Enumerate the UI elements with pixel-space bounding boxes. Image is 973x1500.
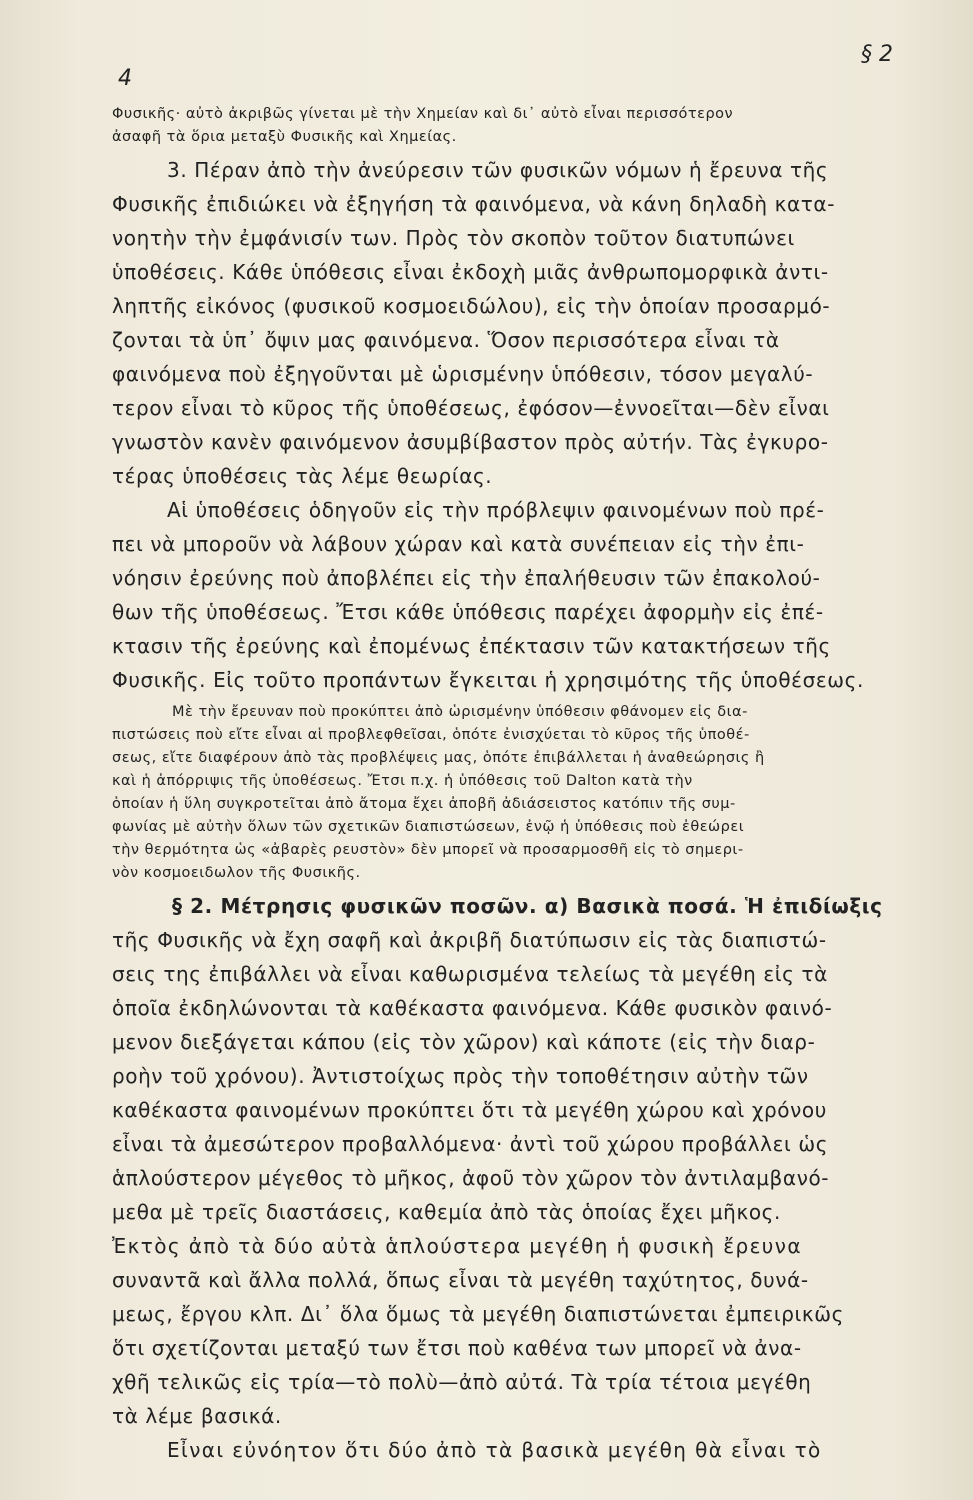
text-line: πει νὰ μποροῦν νὰ λάβουν χώραν καὶ κατὰ συνέπειαν εἰς τὴν ἐπι- [112,532,805,556]
text-line: ἁπλούστερον μέγεθος τὸ μῆκος, ἀφοῦ τὸν χῶρον τὸν ἀντιλαμβανό- [112,1166,830,1190]
text-line: φαινόμενα ποὺ ἐξηγοῦνται μὲ ὡρισμένην ὑπόθεσιν, τόσον μεγαλύ- [112,362,814,386]
text-line: νόησιν ἐρεύνης ποὺ ἀποβλέπει εἰς τὴν ἐπαλήθευσιν τῶν ἐπακολού- [112,566,821,590]
text-line: μενον διεξάγεται κάπου (εἰς τὸν χῶρον) καὶ κάποτε (εἰς τὴν διαρ- [112,1030,816,1054]
text-line: μεθα μὲ τρεῖς διαστάσεις, καθεμία ἀπὸ τὰς ὁποίας ἔχει μῆκος. [112,1200,781,1224]
text-line: τῆς Φυσικῆς νὰ ἔχη σαφῆ καὶ ἀκριβῆ διατύπωσιν εἰς τὰς διαπιστώ- [112,928,827,952]
text-line: ἀσαφῆ τὰ ὅρια μεταξὺ Φυσικῆς καὶ Χημείας. [112,129,457,145]
text-line: τέρας ὑποθέσεις τὰς λέμε θεωρίας. [112,464,493,488]
text-line: σεις της ἐπιβάλλει νὰ εἶναι καθωρισμένα τελείως τὰ μεγέθη εἰς τὰ [112,962,828,986]
text-line: εἶναι τὰ ἀμεσώτερον προβαλλόμενα· ἀντὶ τοῦ χώρου προβάλλει ὡς [112,1132,829,1156]
text-line: θων τῆς ὑποθέσεως. Ἔτσι κάθε ὑπόθεσις παρέχει ἀφορμὴν εἰς ἐπέ- [112,600,824,624]
text-line: τερον εἶναι τὸ κῦρος τῆς ὑποθέσεως, ἐφόσον—ἐννοεῖται—δὲν εἶναι [112,396,830,420]
text-line: Αἱ ὑποθέσεις ὁδηγοῦν εἰς τὴν πρόβλεψιν φαινομένων ποὺ πρέ- [167,498,825,522]
page-header [0,36,973,91]
text-line: ροὴν τοῦ χρόνου). Ἀντιστοίχως πρὸς τὴν τοποθέτησιν αὐτὴν τῶν [112,1064,809,1088]
text-line: Εἶναι εὐνόητον ὅτι δύο ἀπὸ τὰ βασικὰ μεγέθη θὰ εἶναι τὸ [167,1438,822,1462]
text-line: μεως, ἔργου κλπ. Δι᾽ ὅλα ὅμως τὰ μεγέθη διαπιστώνεται ἐμπειρικῶς [112,1302,844,1326]
text-line: Φυσικῆς. Εἰς τοῦτο προπάντων ἔγκειται ἡ χρησιμότης τῆς ὑποθέσεως. [112,668,864,692]
text-line: Μὲ τὴν ἔρευναν ποὺ προκύπτει ἀπὸ ὡρισμένην ὑπόθεσιν φθάνομεν εἰς δια- [172,704,748,720]
text-line: ληπτῆς εἰκόνος (φυσικοῦ κοσμοειδώλου), εἰς τὴν ὁποίαν προσαρμό- [112,294,831,318]
text-line: καὶ ἡ ἀπόρριψις τῆς ὑποθέσεως. Ἔτσι π.χ. ἡ ὑπόθεσις τοῦ Dalton κατὰ τὴν [112,773,693,789]
text-line: νοητὴν τὴν ἐμφάνισίν των. Πρὸς τὸν σκοπὸν τοῦτον διατυπώνει [112,226,795,250]
text-line: νὸν κοσμοειδωλον τῆς Φυσικῆς. [112,865,361,881]
text-line: ὅτι σχετίζονται μεταξύ των ἔτσι ποὺ καθένα των μπορεῖ νὰ ἀνα- [112,1336,802,1360]
text-line: σεως, εἴτε διαφέρουν ἀπὸ τὰς προβλέψεις μας, ὁπότε ἐπιβάλλεται ἡ ἀναθεώρησις ἢ [112,750,765,766]
text-line: Φυσικῆς· αὐτὸ ἀκριβῶς γίνεται μὲ τὴν Χημείαν καὶ δι᾽ αὐτὸ εἶναι περισσότερον [112,106,734,122]
text-line: ὁποῖα ἐκδηλώνονται τὰ καθέκαστα φαινόμενα. Κάθε φυσικὸν φαινό- [112,996,833,1020]
text-line: Ἐκτὸς ἀπὸ τὰ δύο αὐτὰ ἁπλούστερα μεγέθη ἡ φυσικὴ ἔρευνα [112,1234,802,1258]
text-line: καθέκαστα φαινομένων προκύπτει ὅτι τὰ μεγέθη χώρου καὶ χρόνου [112,1098,827,1122]
text-line: τὰ λέμε βασικά. [112,1404,282,1428]
text-line: φωνίας μὲ αὐτὴν ὅλων τῶν σχετικῶν διαπιστώσεων, ἐνῷ ἡ ὑπόθεσις ποὺ ἐθεώρει [112,819,745,835]
body-text [112,103,942,1467]
text-line: ὑποθέσεις. Κάθε ὑπόθεσις εἶναι ἐκδοχὴ μιᾶς ἀνθρωπομορφικὰ ἀντι- [112,260,829,284]
text-line: ὁποίαν ἡ ὕλη συγκροτεῖται ἀπὸ ἄτομα ἔχει ἀποβῆ ἀδιάσειστος κατόπιν τῆς συμ- [112,796,736,812]
text-line: χθῆ τελικῶς εἰς τρία—τὸ πολὺ—ἀπὸ αὐτά. Τὰ τρία τέτοια μεγέθη [112,1370,812,1394]
text-line: κτασιν τῆς ἐρεύνης καὶ ἐπομένως ἐπέκτασιν τῶν κατακτήσεων τῆς [112,634,831,658]
text-line: συναντᾶ καὶ ἄλλα πολλά, ὅπως εἶναι τὰ μεγέθη ταχύτητος, δυνά- [112,1268,809,1292]
text-line: Φυσικῆς ἐπιδιώκει νὰ ἐξηγήση τὰ φαινόμενα, νὰ κάνη δηλαδὴ κατα- [112,192,836,216]
text-line: γνωστὸν κανὲν φαινόμενον ἀσυμβίβαστον πρὸς αὐτήν. Τὰς ἐγκυρο- [112,430,829,454]
section-reference: § 2 [861,42,893,67]
text-line: § 2. Μέτρησις φυσικῶν ποσῶν. α) Βασικὰ ποσά. Ἡ ἐπιδίωξις [172,894,883,918]
text-line: 3. Πέραν ἀπὸ τὴν ἀνεύρεσιν τῶν φυσικῶν νόμων ἡ ἔρευνα τῆς [167,158,829,182]
text-line: τὴν θερμότητα ὡς «ἀβαρὲς ρευστὸν» δὲν μπορεῖ νὰ προσαρμοσθῆ εἰς τὸ σημερι- [112,842,744,858]
page-number: 4 [118,66,132,91]
text-line: ζονται τὰ ὑπ᾽ ὄψιν μας φαινόμενα. Ὅσον περισσότερα εἶναι τὰ [112,328,780,352]
text-line: πιστώσεις ποὺ εἴτε εἶναι αἱ προβλεφθεῖσαι, ὁπότε ἐνισχύεται τὸ κῦρος τῆς ὑποθέ- [112,727,750,743]
